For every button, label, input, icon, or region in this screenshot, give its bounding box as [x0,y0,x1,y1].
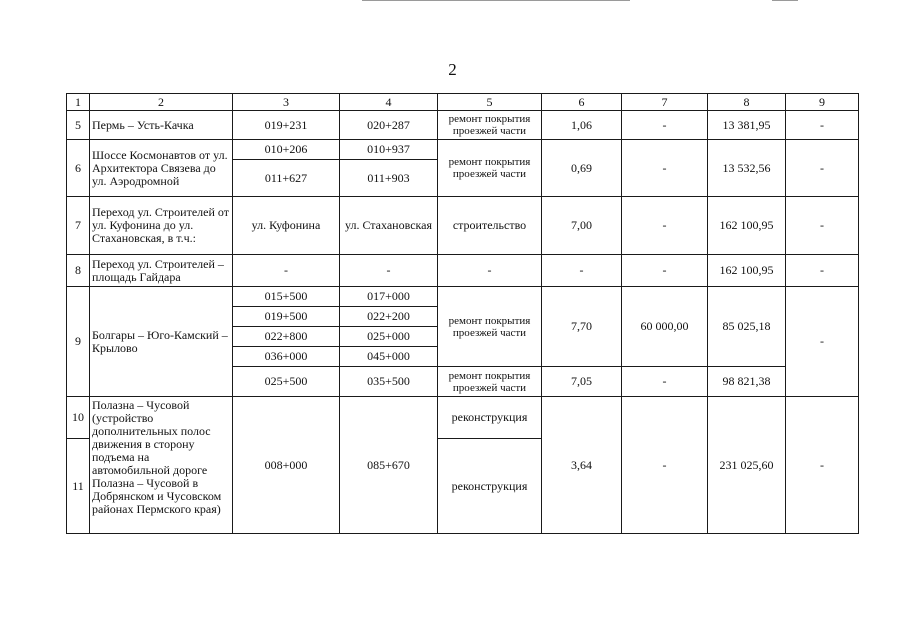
col8-value: 85 025,18 [708,287,786,367]
top-edge-line [772,0,798,1]
table-row [67,140,859,160]
table-row [67,255,859,287]
header-cell: 4 [340,94,438,111]
header-cell: 3 [233,94,340,111]
start-km: 011+627 [233,160,340,197]
col7-value: - [622,255,708,287]
col6-value: 7,70 [542,287,622,367]
end-km: 011+903 [340,160,438,197]
end-km: 025+000 [340,327,438,347]
start-km: - [233,255,340,287]
col6-value: 1,06 [542,111,622,140]
table-row [67,287,859,307]
col6-value: - [542,255,622,287]
header-cell: 1 [67,94,90,111]
end-km: 020+287 [340,111,438,140]
col7-value: 60 000,00 [622,287,708,367]
row-number: 9 [67,287,90,397]
col7-value: - [622,397,708,534]
start-km: 008+000 [233,397,340,534]
header-row [67,94,859,111]
work-type: реконструкция [438,397,542,439]
col6-value: 3,64 [542,397,622,534]
col7-value: - [622,111,708,140]
page-number: 2 [448,60,457,79]
start-km: 036+000 [233,347,340,367]
end-km: 022+200 [340,307,438,327]
work-type: ремонт покрытия проезжей части [438,111,542,140]
roads-table [66,93,859,534]
road-name: Переход ул. Строителей – площадь Гайдара [90,255,233,287]
header-cell: 7 [622,94,708,111]
row-number: 11 [67,439,90,534]
road-name: Болгары – Юго-Камский – Крылово [90,287,233,397]
row-number: 7 [67,197,90,255]
header-cell: 8 [708,94,786,111]
col8-value: 231 025,60 [708,397,786,534]
start-km: 015+500 [233,287,340,307]
end-km: - [340,255,438,287]
start-km: 019+500 [233,307,340,327]
header-cell: 6 [542,94,622,111]
col8-value: 13 381,95 [708,111,786,140]
work-type: ремонт покрытия проезжей части [438,367,542,397]
col8-value: 98 821,38 [708,367,786,397]
col6-value: 7,00 [542,197,622,255]
end-km: 017+000 [340,287,438,307]
col7-value: - [622,367,708,397]
table-row [67,397,859,439]
header-cell: 2 [90,94,233,111]
end-km: ул. Стахановская [340,197,438,255]
col9-value: - [786,287,859,397]
col9-value: - [786,397,859,534]
header-cell: 9 [786,94,859,111]
col8-value: 162 100,95 [708,197,786,255]
work-type: - [438,255,542,287]
end-km: 035+500 [340,367,438,397]
top-edge-line [362,0,630,1]
col9-value: - [786,197,859,255]
row-number: 10 [67,397,90,439]
start-km: 025+500 [233,367,340,397]
work-type: ремонт покрытия проезжей части [438,287,542,367]
road-name: Полазна – Чусовой (устройство дополнительных полос движения в сторону подъема на автомобильной дороге Полазна – Чусовой в Добрянском и Чусовском районах Пермского края) [90,397,233,534]
work-type: ремонт покрытия проезжей части [438,140,542,197]
end-km: 085+670 [340,397,438,534]
table-row [67,197,859,255]
header-cell: 5 [438,94,542,111]
start-km: 019+231 [233,111,340,140]
work-type: строительство [438,197,542,255]
col9-value: - [786,111,859,140]
col9-value: - [786,140,859,197]
col6-value: 0,69 [542,140,622,197]
start-km: 010+206 [233,140,340,160]
col8-value: 162 100,95 [708,255,786,287]
col8-value: 13 532,56 [708,140,786,197]
col7-value: - [622,197,708,255]
start-km: 022+800 [233,327,340,347]
road-name: Шоссе Космонавтов от ул. Архитектора Связева до ул. Аэродромной [90,140,233,197]
col7-value: - [622,140,708,197]
col9-value: - [786,255,859,287]
start-km: ул. Куфонина [233,197,340,255]
end-km: 010+937 [340,140,438,160]
road-name: Переход ул. Строителей от ул. Куфонина до ул. Стахановская, в т.ч.: [90,197,233,255]
row-number: 6 [67,140,90,197]
row-number: 5 [67,111,90,140]
end-km: 045+000 [340,347,438,367]
road-name: Пермь – Усть-Качка [90,111,233,140]
row-number: 8 [67,255,90,287]
table-row [67,111,859,140]
work-type: реконструкция [438,439,542,534]
col6-value: 7,05 [542,367,622,397]
